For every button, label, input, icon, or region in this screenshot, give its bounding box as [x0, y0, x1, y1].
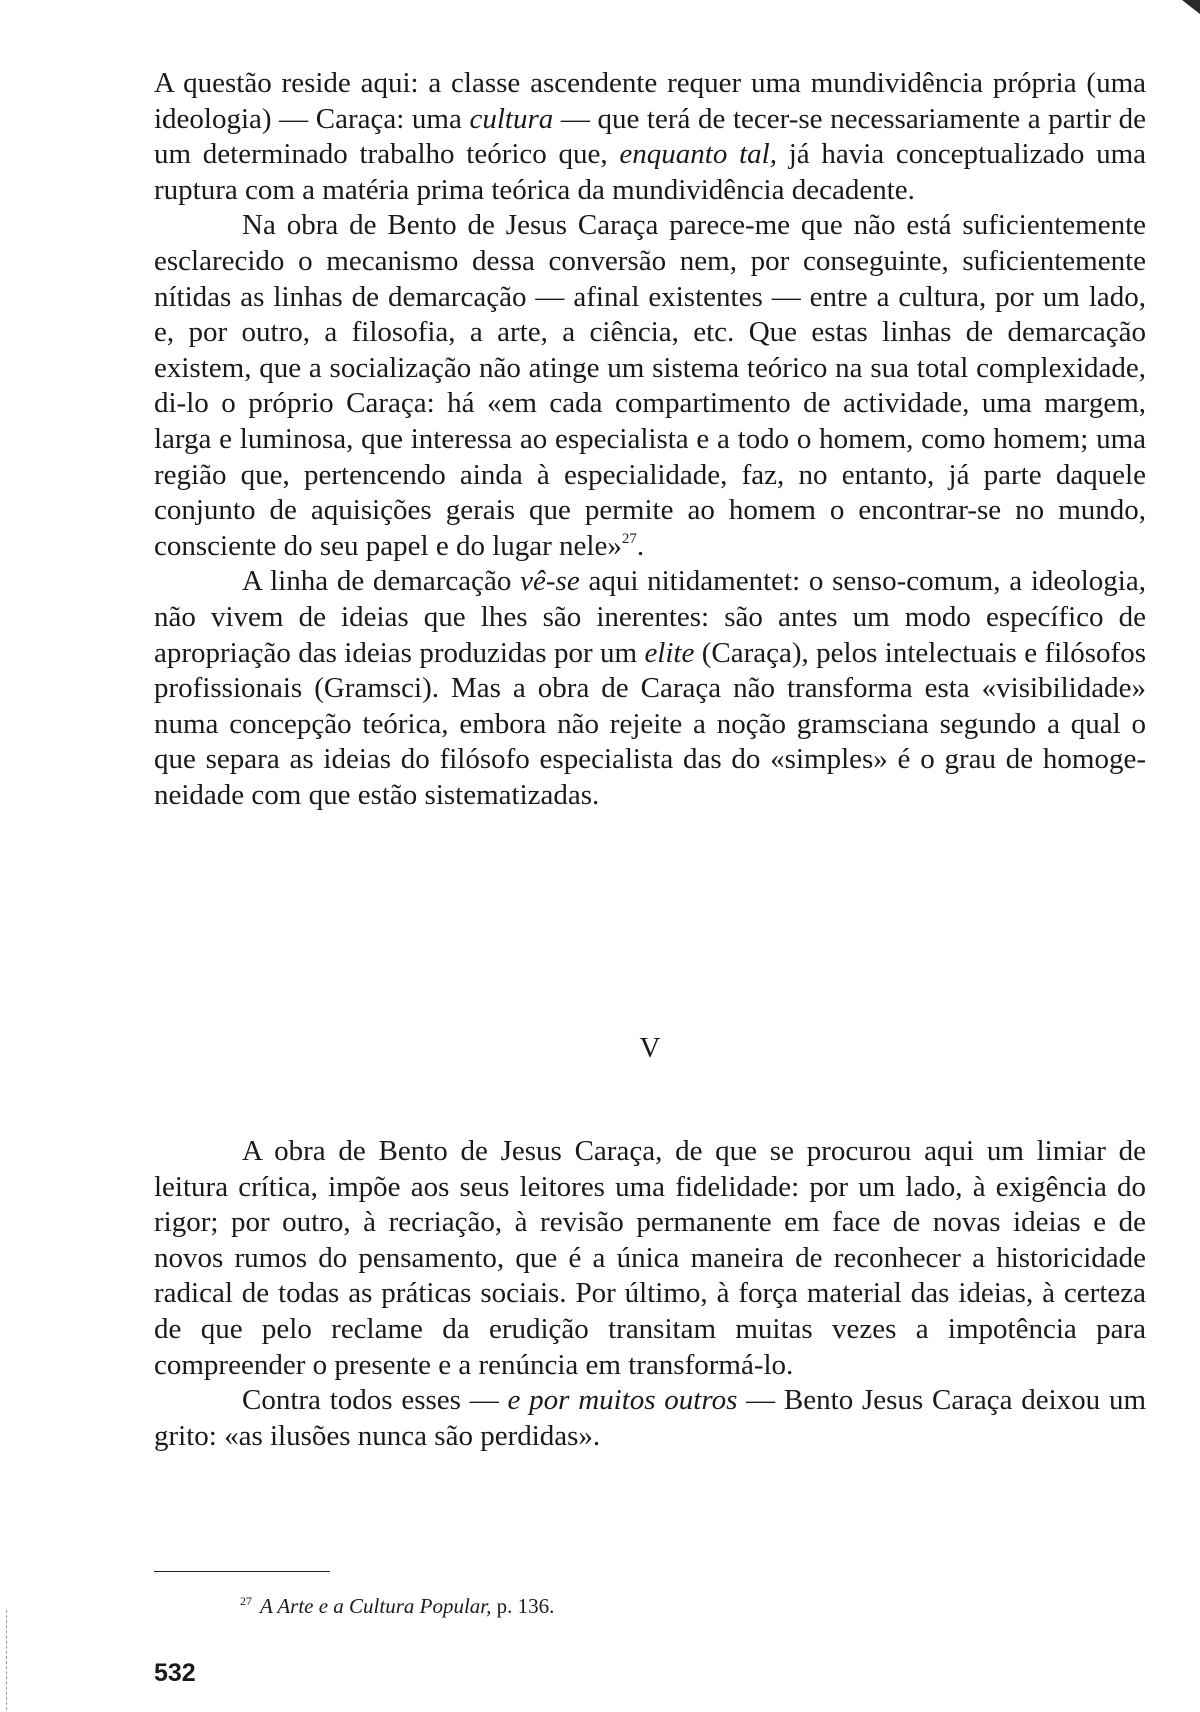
- text-run: já havia conceptualizado uma ruptura com a matéria prima teórica da mundividência decadente.: [154, 138, 1147, 206]
- paragraph: [154, 208, 1146, 564]
- text-run: — Bento Jesus Caraça deixou um grito: «as ilusões nunca são perdidas».: [154, 1384, 1146, 1452]
- text-run: Na obra de Bento de Jesus Caraça parece-me que não está suficientemente esclarecido o mecanismo dessa conversão nem, por conseguinte, suficientemente nítidas as linhas de demarcação — afinal existentes — entre a cultura, por um lado, e, por outro, a filosofia, a arte, a ciência, etc. Que estas linhas de demarcação existem, que a socialização não atinge um sistema teórico na sua total complexidade, di-lo o próprio Caraça: há «em cada compartimento de actividade, uma margem, larga e luminosa, que interessa ao especialista e a todo o homem, como homem; uma região que, pertencendo ainda à especialidade, faz, no entanto, já parte daquele conjunto de aquisições gerais que permite ao homem o encontrar-se no mundo, consciente do seu papel e do lugar nele»: [154, 209, 1146, 562]
- text-run: A questão reside aqui: a classe ascendente requer uma mundividência própria (uma ideologia) — Caraça: uma: [154, 67, 1146, 135]
- italic-text: elite: [644, 636, 695, 669]
- text-run: Contra todos esses —: [242, 1384, 508, 1417]
- paragraph: [154, 66, 1146, 208]
- paragraph: [154, 1383, 1146, 1454]
- footnote-title: A Arte e a Cultura Popular,: [260, 1594, 492, 1618]
- page-number: 532: [154, 1659, 196, 1687]
- paragraph: [154, 1134, 1146, 1383]
- text-run: .: [636, 529, 645, 562]
- text-run: (Caraça), pelos intelectuais e filósofos profissionais (Gramsci). Mas a obra de Caraça não transforma esta «visibilidade» numa concepção teórica, embora não rejeite a noção gramsciana segundo a qual o que separa as ideias do filósofo especialista das do «simples» é o grau de homogeneidade com que estão sistematizadas.: [154, 636, 1146, 811]
- section-v-text: [154, 1134, 1146, 1454]
- scan-corner-mark: [1182, 0, 1200, 14]
- section-heading: V: [639, 1032, 661, 1064]
- paragraph: [154, 564, 1146, 813]
- text-run: A linha de demarcação: [242, 565, 521, 598]
- text-run: aqui nitidamentet: o senso-comum, a ideologia, não vivem de ideias que lhes são inerentes: são antes um modo específico de apropriação das ideias produzidas por um: [154, 565, 1146, 669]
- italic-text: cultura: [469, 102, 554, 135]
- page-body: [154, 66, 1147, 1687]
- footnote-divider: [154, 1571, 330, 1572]
- footnote: [240, 1588, 554, 1619]
- scan-edge-line: [6, 1610, 9, 1710]
- italic-text: e por muitos outros: [507, 1384, 738, 1417]
- text-run: — que terá de tecer-se necessariamente a partir de um determinado trabalho teórico que,: [154, 102, 1146, 171]
- footnote-reference: p. 136.: [491, 1594, 555, 1618]
- italic-text: vê-se: [520, 565, 580, 598]
- section-iv-text: [154, 66, 1146, 813]
- text-run: A obra de Bento de Jesus Caraça, de que se procurou aqui um limiar de leitura crítica, impõe aos seus leitores uma fidelidade: por um lado, à exigência do rigor; por outro, à recriação, à revisão permanente em face de novas ideias e de novos rumos do pensamento, que é a única maneira de reconhecer a historicidade radical de todas as práticas sociais. Por último, à força material das ideias, à certeza de que pelo reclame da erudição transitam muitas vezes a impotência para compreender o presente e a renúncia em transformá-lo.: [154, 1135, 1146, 1381]
- footnote-number: 27: [240, 1594, 252, 1608]
- italic-text: enquanto tal,: [619, 138, 777, 171]
- footnote-reference-marker: 27: [621, 530, 637, 547]
